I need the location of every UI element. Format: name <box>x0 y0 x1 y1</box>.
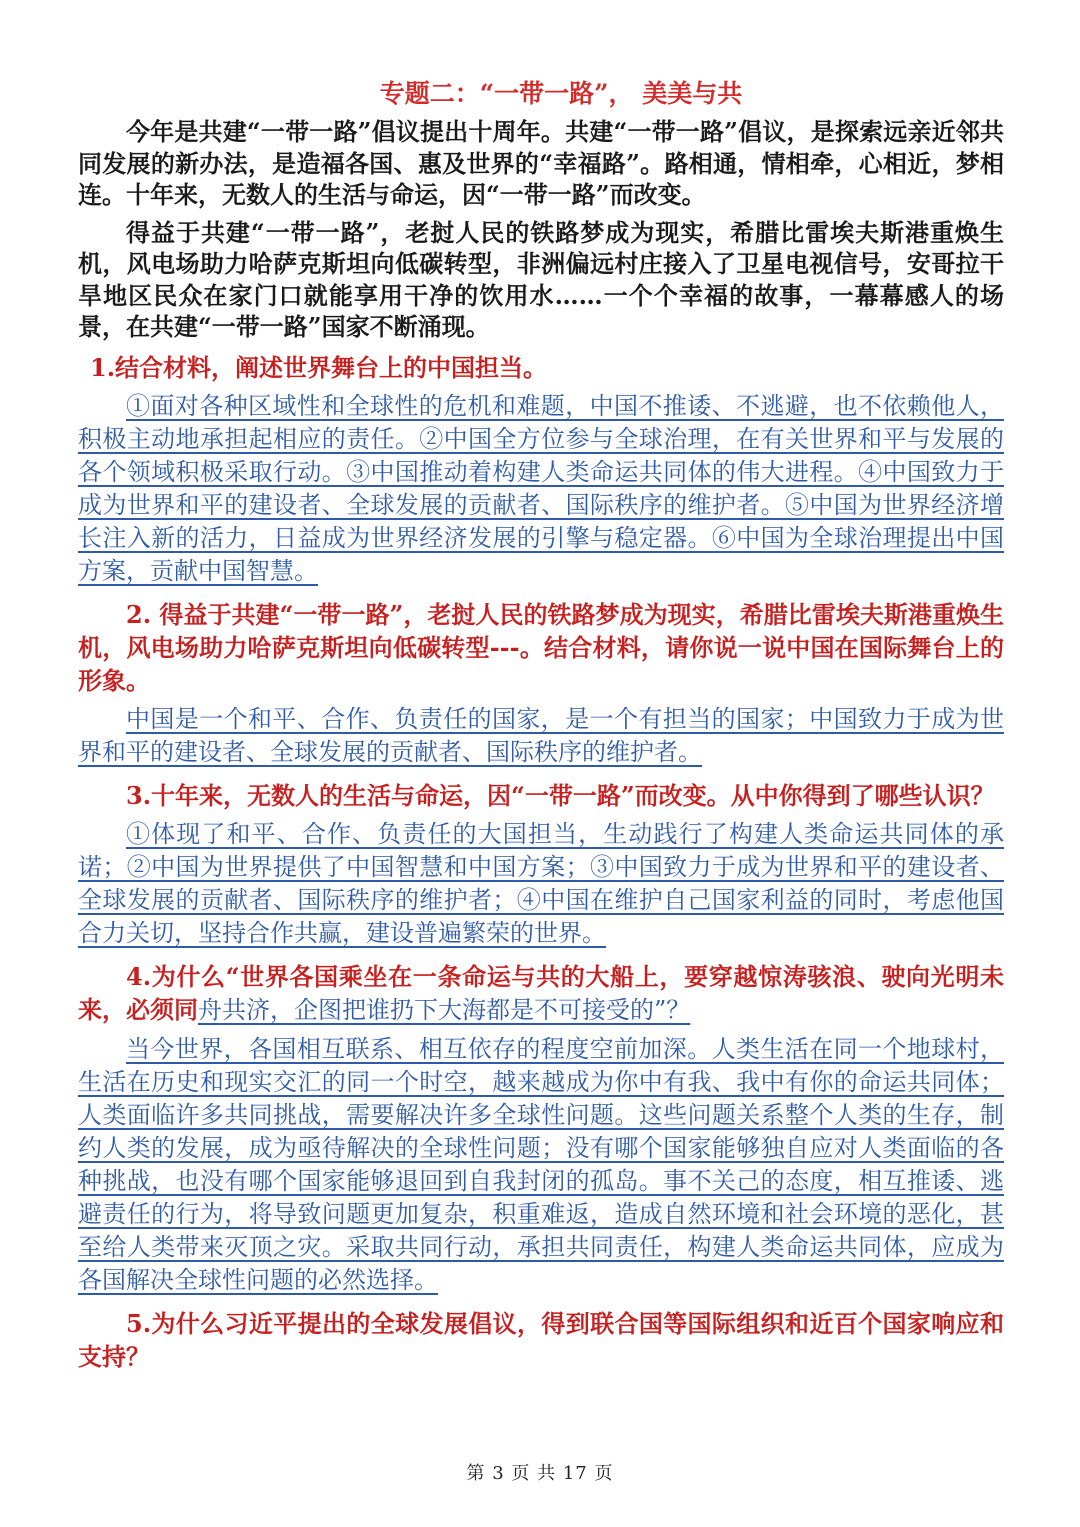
question-5: 5.为什么习近平提出的全球发展倡议，得到联合国等国际组织和近百个国家响应和支持？ <box>78 1308 1004 1371</box>
answer-4 <box>78 1033 1004 1297</box>
question-4-bold: 4.为什么“世界各国乘坐在一条命运与共的大船上，要穿越惊涛骇浪、驶向光明未来，必须同 <box>78 961 1004 1024</box>
answer-4-text: 当今世界，各国相互联系、相互依存的程度空前加深。人类生活在同一个地球村，生活在历史和现实交汇的同一个时空，越来越成为你中有我、我中有你的命运共同体；人类面临许多共同挑战，需要解决许多全球性问题。这些问题关系整个人类的生存，制约人类的发展，成为亟待解决的全球性问题；没有哪个国家能够独自应对人类面临的各种挑战，也没有哪个国家能够退回到自我封闭的孤岛。事不关己的态度，相互推诿、逃避责任的行为，将导致问题更加复杂，积重难返，造成自然环境和社会环境的恶化，甚至给人类带来灭顶之灾。采取共同行动，承担共同责任，构建人类命运共同体，应成为各国解决全球性问题的必然选择。 <box>78 1034 1004 1294</box>
answer-1-text: ①面对各种区域性和全球性的危机和难题，中国不推诿、不逃避，也不依赖他人，积极主动地承担起相应的责任。②中国全方位参与全球治理，在有关世界和平与发展的各个领域积极采取行动。③中国推动着构建人类命运共同体的伟大进程。④中国致力于成为世界和平的建设者、全球发展的贡献者、国际秩序的维护者。⑤中国为世界经济增长注入新的活力，日益成为世界经济发展的引擎与稳定器。⑥中国为全球治理提出中国方案，贡献中国智慧。 <box>78 391 1004 585</box>
answer-3-text: ①体现了和平、合作、负责任的大国担当，生动践行了构建人类命运共同体的承诺；②中国为世界提供了中国智慧和中国方案；③中国致力于成为世界和平的建设者、全球发展的贡献者、国际秩序的维护者；④中国在维护自己国家利益的同时，考虑他国合力关切，坚持合作共赢，建设普遍繁荣的世界。 <box>78 819 1004 947</box>
intro-paragraph-2: 得益于共建“一带一路”，老挝人民的铁路梦成为现实，希腊比雷埃夫斯港重焕生机，风电场助力哈萨克斯坦向低碳转型，非洲偏远村庄接入了卫星电视信号，安哥拉干旱地区民众在家门口就能享用干净的饮用水……一个个幸福的故事，一幕幕感人的场景，在共建“一带一路”国家不断涌现。 <box>78 217 1004 341</box>
question-4 <box>78 960 1004 1027</box>
question-2: 2. 得益于共建“一带一路”，老挝人民的铁路梦成为现实，希腊比雷埃夫斯港重焕生机，风电场助力哈萨克斯坦向低碳转型---。结合材料，请你说一说中国在国际舞台上的形象。 <box>78 599 1004 695</box>
page-footer: 第 3 页 共 17 页 <box>466 1463 614 1484</box>
answer-2 <box>78 703 1004 769</box>
question-3: 3.十年来，无数人的生活与命运，因“一带一路”而改变。从中你得到了哪些认识？ <box>126 780 995 810</box>
answer-1 <box>78 390 1004 588</box>
answer-3 <box>78 818 1004 950</box>
document-page <box>78 74 1004 1379</box>
question-1: 1.结合材料，阐述世界舞台上的中国担当。 <box>90 352 548 382</box>
answer-2-text: 中国是一个和平、合作、负责任的国家，是一个有担当的国家；中国致力于成为世界和平的建设者、全球发展的贡献者、国际秩序的维护者。 <box>78 704 1004 766</box>
intro-paragraph-1: 今年是共建“一带一路”倡议提出十周年。共建“一带一路”倡议，是探索远亲近邻共同发展的新办法，是造福各国、惠及世界的“幸福路”。路相通，情相牵，心相近，梦相连。十年来，无数人的生活与命运，因“一带一路”而改变。 <box>78 117 1004 209</box>
question-4-tail: 舟共济，企图把谁扔下大海都是不可接受的”？ <box>198 995 691 1024</box>
document-title: 专题二：“一带一路”， 美美与共 <box>379 79 743 108</box>
